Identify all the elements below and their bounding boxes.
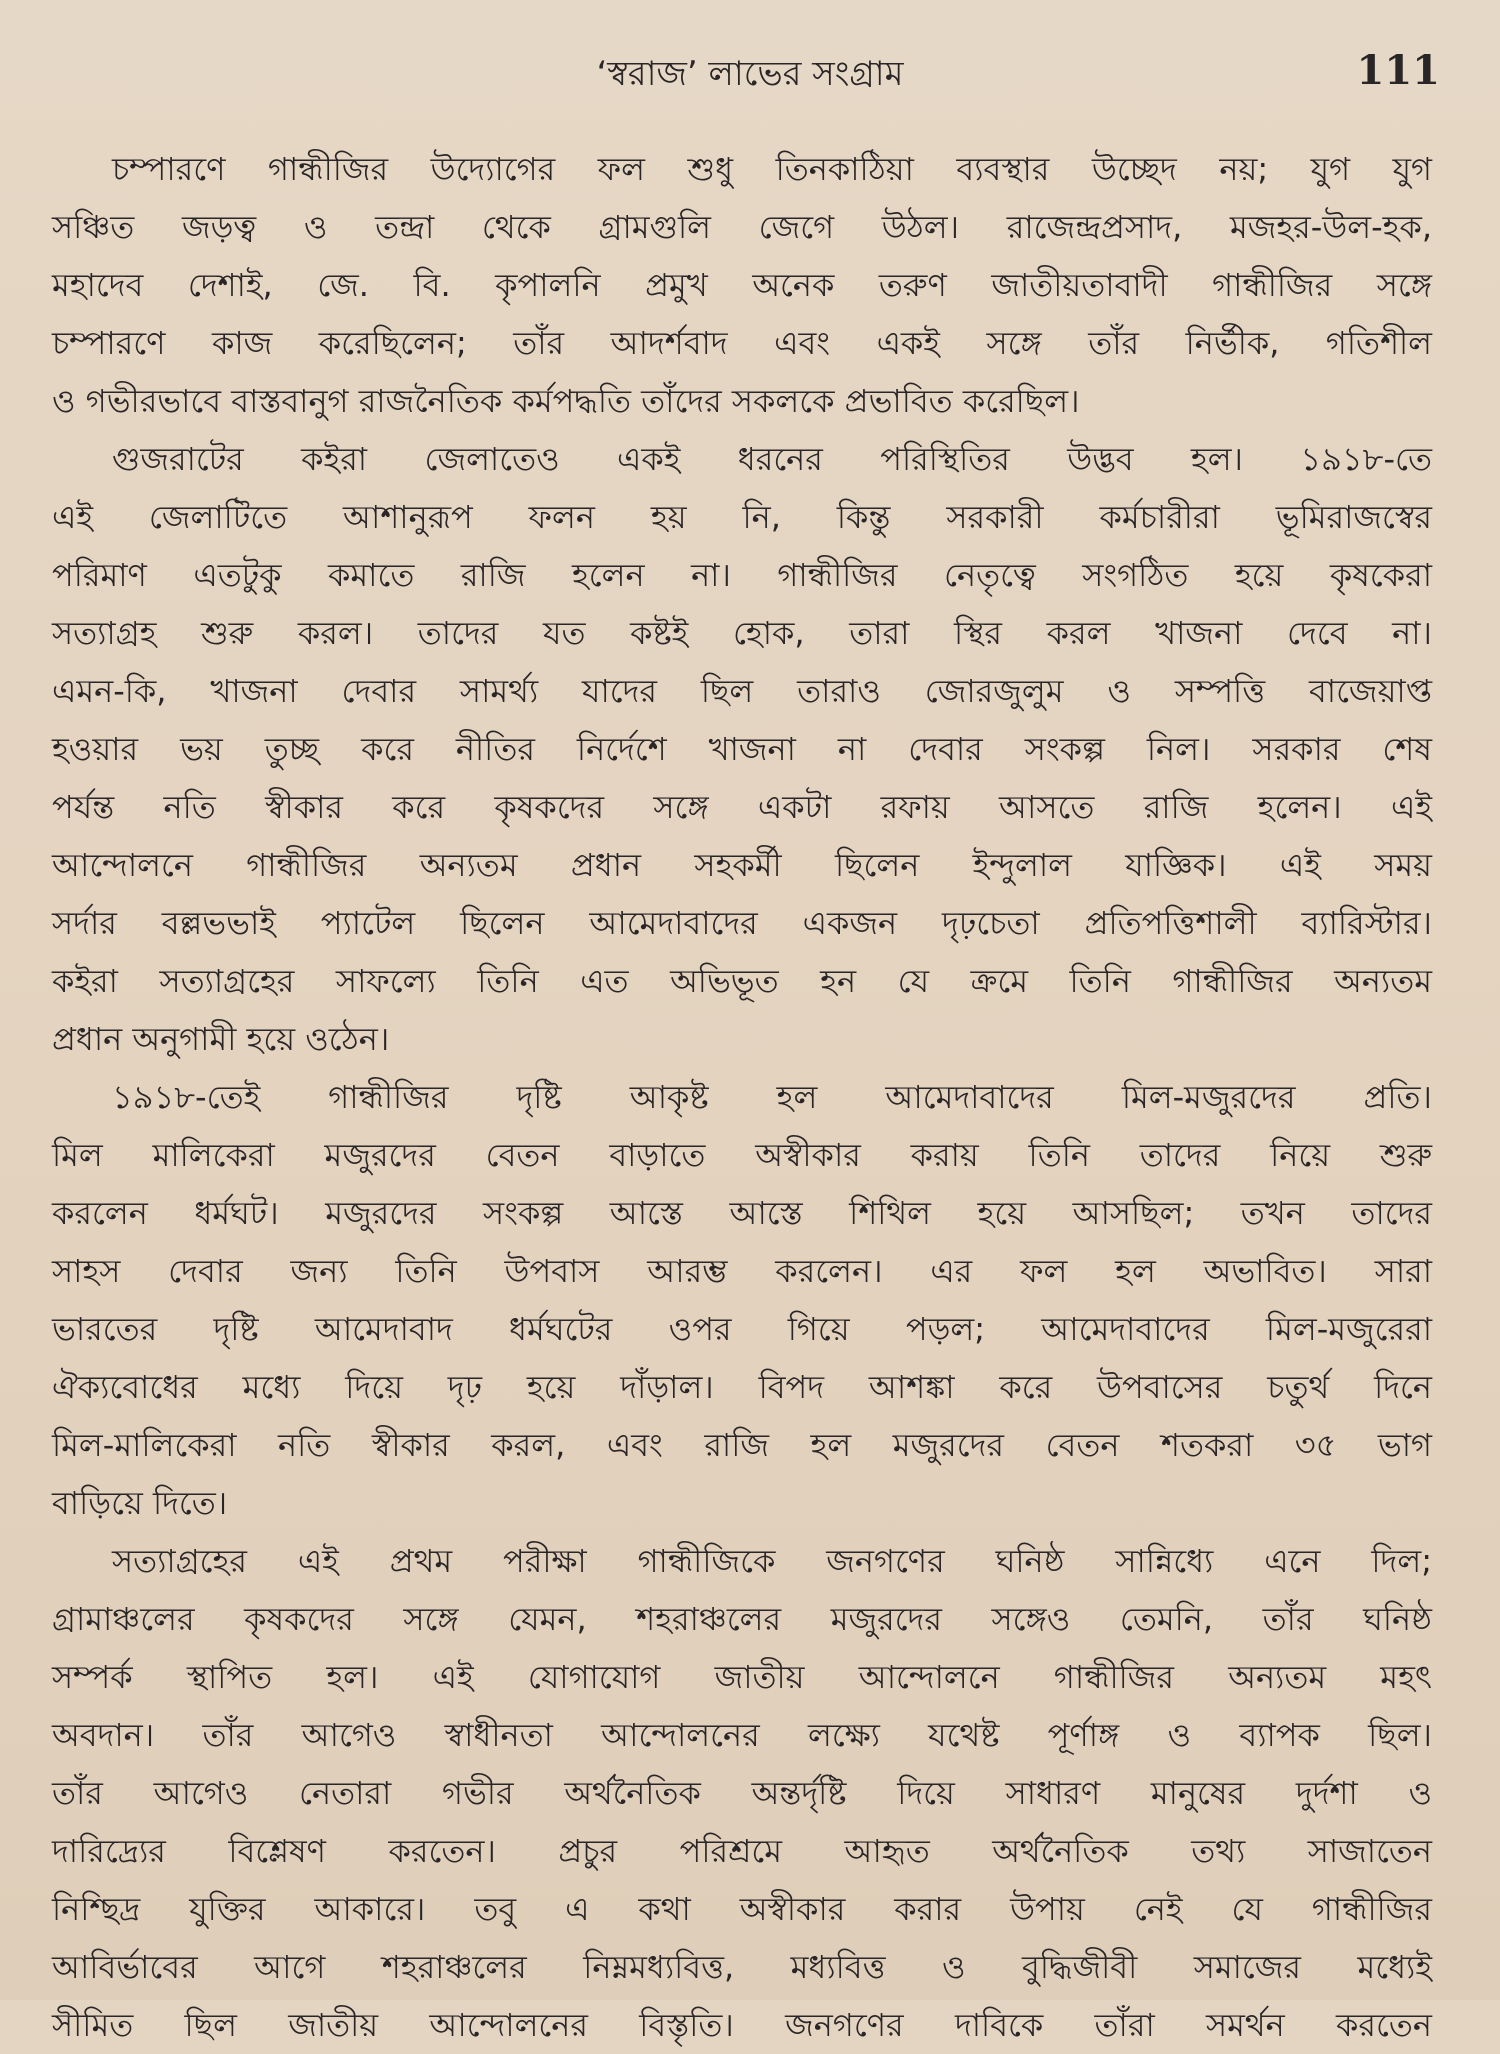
text-line: সত্যাগ্রহের এই প্রথম পরীক্ষা গান্ধীজিকে জনগণের ঘনিষ্ঠ সান্নিধ্যে এনে দিল; xyxy=(112,1542,1432,1580)
text-line: সাহস দেবার জন্য তিনি উপবাস আরম্ভ করলেন। এর ফল হল অভাবিত। সারা xyxy=(52,1252,1432,1290)
paragraph-champaran xyxy=(52,140,1432,430)
body-text xyxy=(52,140,1432,2054)
text-line: কইরা সত্যাগ্রহের সাফল্যে তিনি এত অভিভূত হন যে ক্রমে তিনি গান্ধীজির অন্যতম xyxy=(52,962,1432,1000)
text-line: মহাদেব দেশাই, জে. বি. কৃপালনি প্রমুখ অনেক তরুণ জাতীয়তাবাদী গান্ধীজির সঙ্গে xyxy=(52,266,1432,304)
text-line: সীমিত ছিল জাতীয় আন্দোলনের বিস্তৃতি। জনগণের দাবিকে তাঁরা সমর্থন করতেন xyxy=(52,2006,1433,2044)
text-line: চম্পারণে গান্ধীজির উদ্যোগের ফল শুধু তিনকাঠিয়া ব্যবস্থার উচ্ছেদ নয়; যুগ যুগ xyxy=(112,150,1432,188)
paragraph-kheda xyxy=(52,430,1432,1068)
paragraph-ahmedabad xyxy=(52,1068,1432,1532)
text-line: হওয়ার ভয় তুচ্ছ করে নীতির নির্দেশে খাজনা না দেবার সংকল্প নিল। সরকার শেষ xyxy=(52,730,1432,768)
text-line: নিশ্ছিদ্র যুক্তির আকারে। তবু এ কথা অস্বীকার করার উপায় নেই যে গান্ধীজির xyxy=(52,1890,1432,1928)
text-line: সঞ্চিত জড়ত্ব ও তন্দ্রা থেকে গ্রামগুলি জেগে উঠল। রাজেন্দ্রপ্রসাদ, মজহর-উল-হক, xyxy=(52,208,1432,246)
text-line: মিল মালিকেরা মজুরদের বেতন বাড়াতে অস্বীকার করায় তিনি তাদের নিয়ে শুরু xyxy=(52,1136,1432,1174)
text-line: অবদান। তাঁর আগেও স্বাধীনতা আন্দোলনের লক্ষ্যে যথেষ্ট পূর্ণাঙ্গ ও ব্যাপক ছিল। xyxy=(52,1716,1432,1754)
text-line: গুজরাটের কইরা জেলাতেও একই ধরনের পরিস্থিতির উদ্ভব হল। ১৯১৮-তে xyxy=(112,440,1432,478)
text-line: করলেন ধর্মঘট। মজুরদের সংকল্প আস্তে আস্তে শিথিল হয়ে আসছিল; তখন তাদের xyxy=(52,1194,1432,1232)
text-line: এই জেলাটিতে আশানুরূপ ফলন হয় নি, কিন্তু সরকারী কর্মচারীরা ভূমিরাজস্বের xyxy=(52,498,1432,536)
running-title: ‘স্বরাজ’ লাভের সংগ্রাম xyxy=(596,54,904,94)
text-line: এমন-কি, খাজনা দেবার সামর্থ্য যাদের ছিল তারাও জোরজুলুম ও সম্পত্তি বাজেয়াপ্ত xyxy=(52,672,1432,710)
text-line: পরিমাণ এতটুকু কমাতে রাজি হলেন না। গান্ধীজির নেতৃত্বে সংগঠিত হয়ে কৃষকেরা xyxy=(52,556,1432,594)
text-line: বাড়িয়ে দিতে। xyxy=(52,1484,228,1522)
text-line: সত্যাগ্রহ শুরু করল। তাদের যত কষ্টই হোক, তারা স্থির করল খাজনা দেবে না। xyxy=(52,614,1432,652)
text-line: আবির্ভাবের আগে শহরাঞ্চলের নিম্নমধ্যবিত্ত, মধ্যবিত্ত ও বুদ্ধিজীবী সমাজের মধ্যেই xyxy=(52,1948,1432,1986)
text-line: ও গভীরভাবে বাস্তবানুগ রাজনৈতিক কর্মপদ্ধতি তাঁদের সকলকে প্রভাবিত করেছিল। xyxy=(52,382,1080,420)
page-number: 111 xyxy=(1356,47,1440,94)
text-line: চম্পারণে কাজ করেছিলেন; তাঁর আদর্শবাদ এবং একই সঙ্গে তাঁর নির্ভীক, গতিশীল xyxy=(52,324,1432,362)
text-line: ঐক্যবোধের মধ্যে দিয়ে দৃঢ় হয়ে দাঁড়াল। বিপদ আশঙ্কা করে উপবাসের চতুর্থ দিনে xyxy=(52,1368,1432,1406)
text-line: পর্যন্ত নতি স্বীকার করে কৃষকদের সঙ্গে একটা রফায় আসতে রাজি হলেন। এই xyxy=(52,788,1432,826)
text-line: তাঁর আগেও নেতারা গভীর অর্থনৈতিক অন্তর্দৃষ্টি দিয়ে সাধারণ মানুষের দুর্দশা ও xyxy=(52,1774,1432,1812)
text-line: প্রধান অনুগামী হয়ে ওঠেন। xyxy=(52,1020,390,1058)
paragraph-satyagraha xyxy=(52,1532,1432,2054)
text-line: সর্দার বল্লভভাই প্যাটেল ছিলেন আমেদাবাদের একজন দৃঢ়চেতা প্রতিপত্তিশালী ব্যারিস্টার। xyxy=(52,904,1432,942)
text-line: সম্পর্ক স্থাপিত হল। এই যোগাযোগ জাতীয় আন্দোলনে গান্ধীজির অন্যতম মহৎ xyxy=(52,1658,1432,1696)
text-line: মিল-মালিকেরা নতি স্বীকার করল, এবং রাজি হল মজুরদের বেতন শতকরা ৩৫ ভাগ xyxy=(52,1426,1432,1464)
text-line: আন্দোলনে গান্ধীজির অন্যতম প্রধান সহকর্মী ছিলেন ইন্দুলাল যাজ্ঞিক। এই সময় xyxy=(52,846,1432,884)
text-line: ভারতের দৃষ্টি আমেদাবাদ ধর্মঘটের ওপর গিয়ে পড়ল; আমেদাবাদের মিল-মজুরেরা xyxy=(52,1310,1432,1348)
text-line: দারিদ্র্যের বিশ্লেষণ করতেন। প্রচুর পরিশ্রমে আহৃত অর্থনৈতিক তথ্য সাজাতেন xyxy=(52,1832,1432,1870)
text-line: ১৯১৮-তেই গান্ধীজির দৃষ্টি আকৃষ্ট হল আমেদাবাদের মিল-মজুরদের প্রতি। xyxy=(112,1078,1432,1116)
text-line: গ্রামাঞ্চলের কৃষকদের সঙ্গে যেমন, শহরাঞ্চলের মজুরদের সঙ্গেও তেমনি, তাঁর ঘনিষ্ঠ xyxy=(52,1600,1432,1638)
